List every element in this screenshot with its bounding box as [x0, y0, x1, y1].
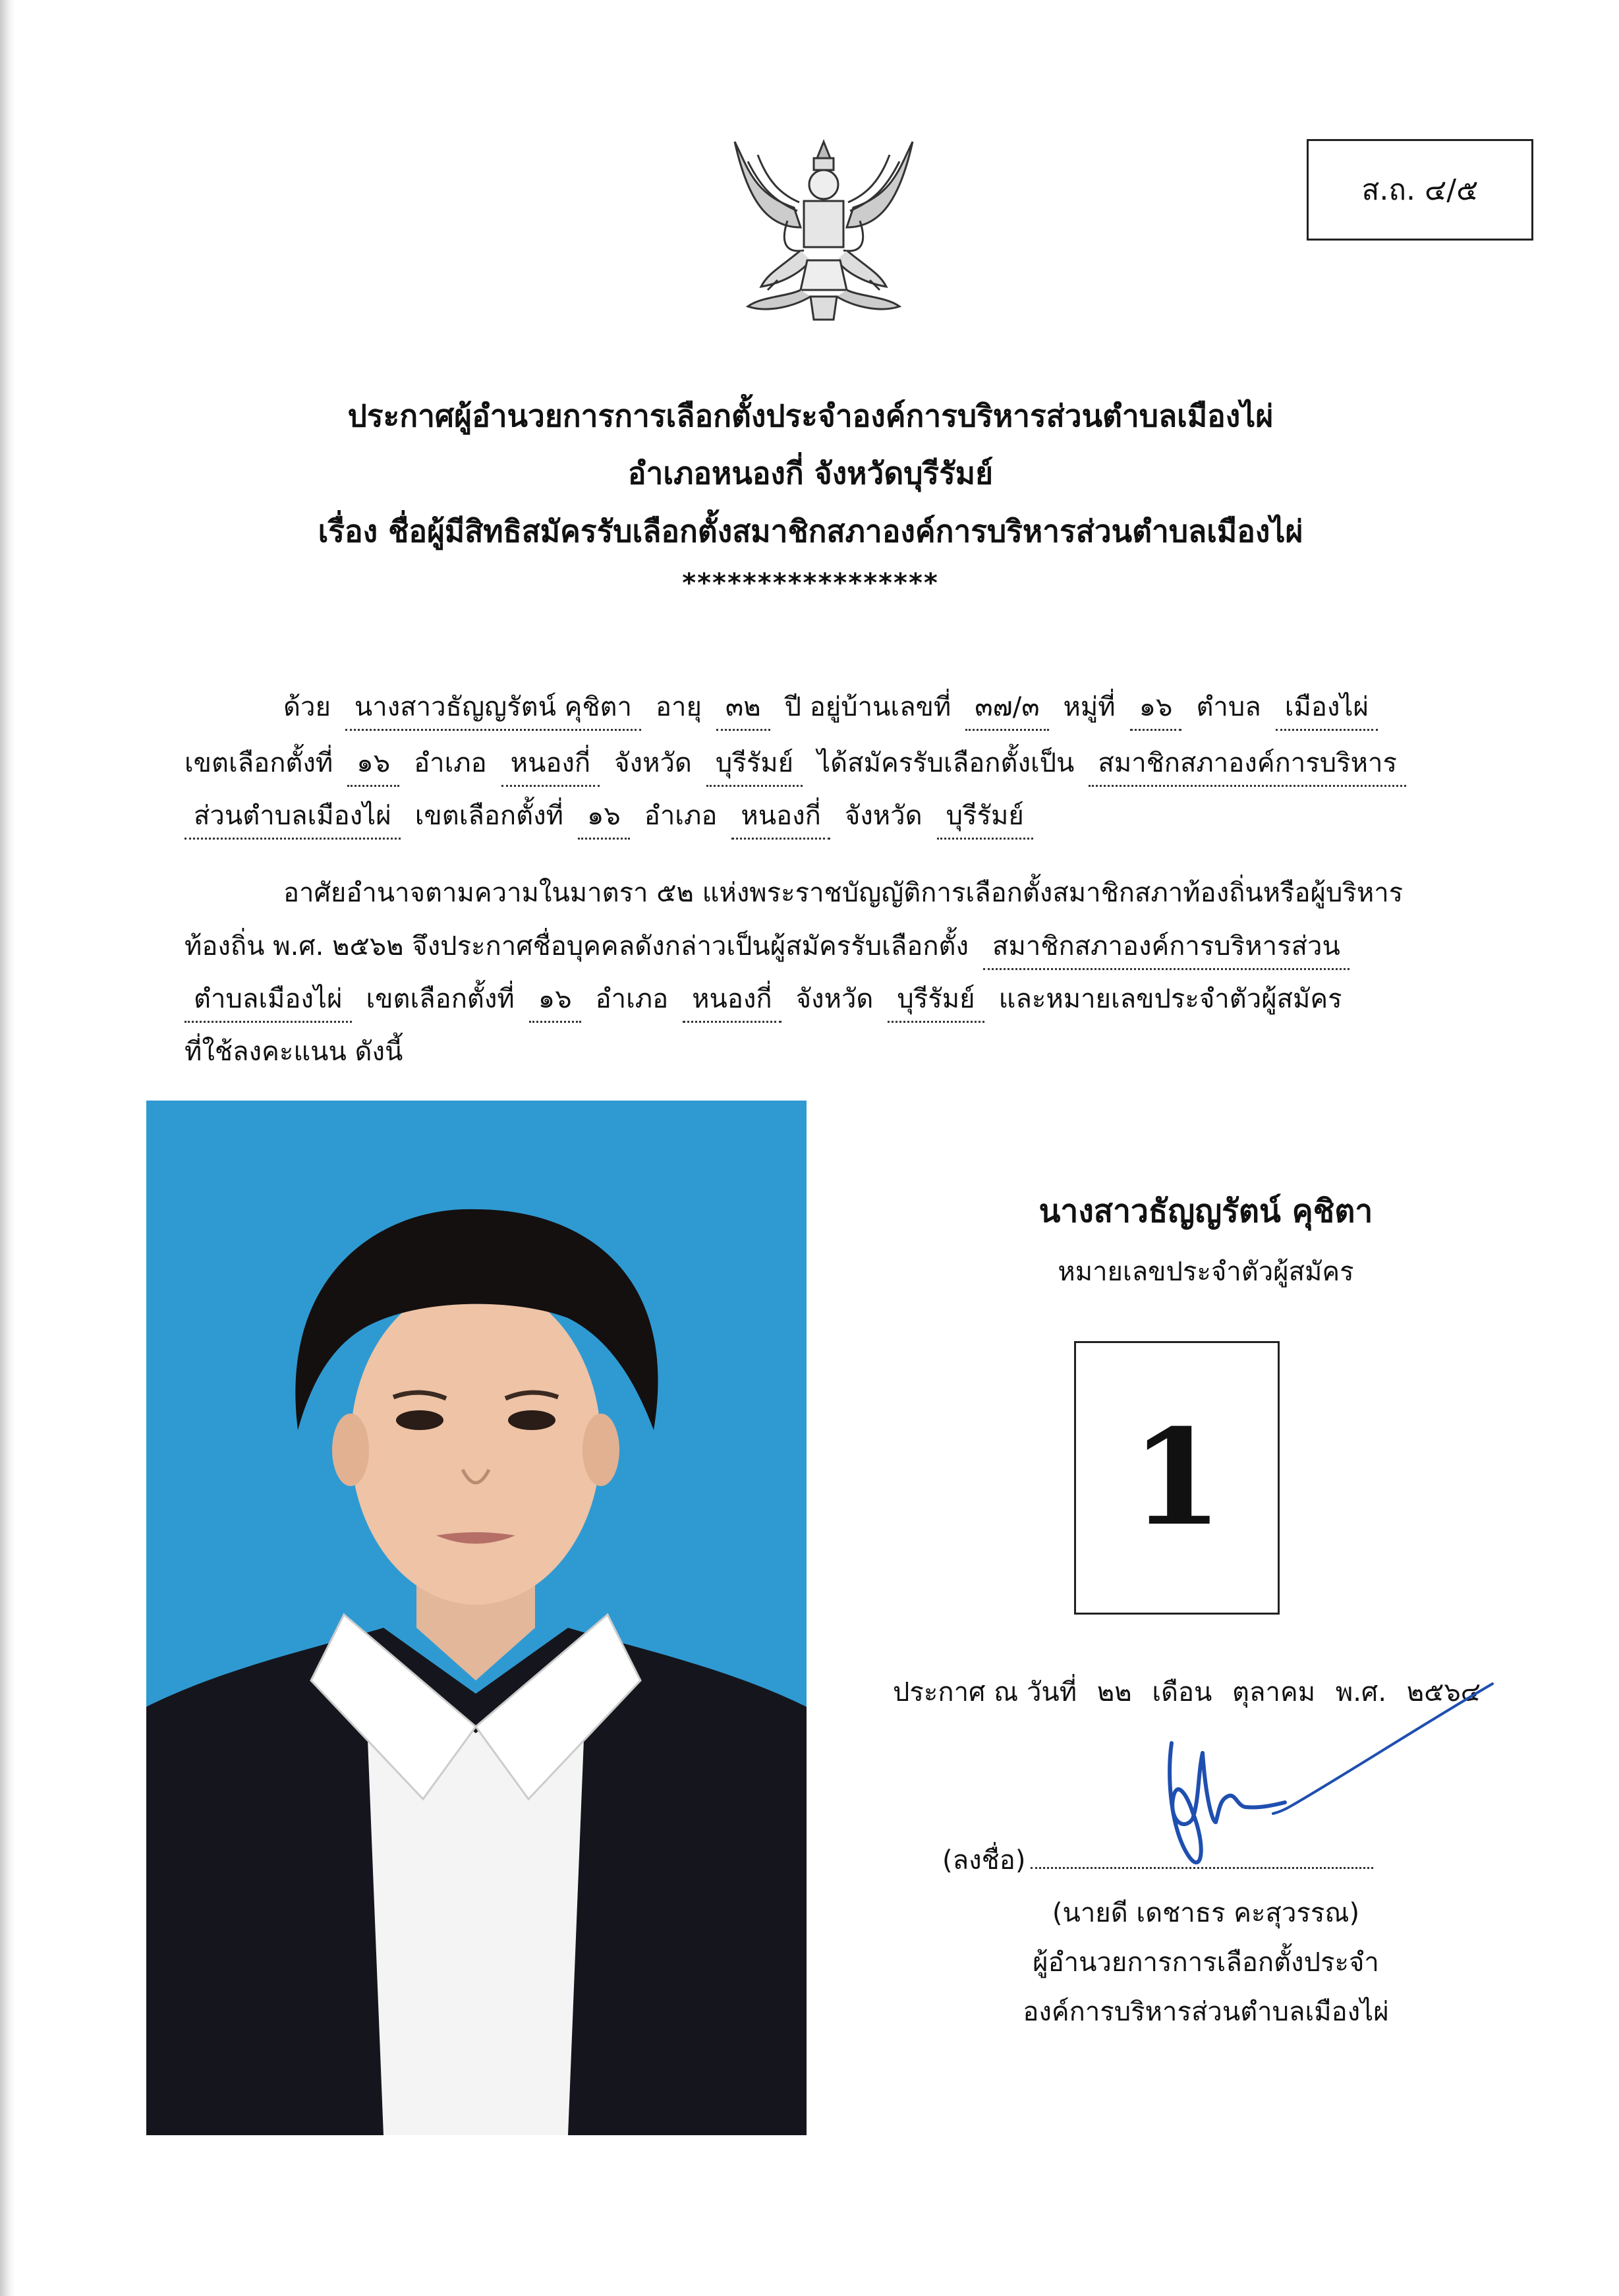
form-number: ส.ถ. ๔/๕	[1361, 173, 1479, 207]
heading-line-1: ประกาศผู้อำนวยการการเลือกตั้งประจำองค์การบริหารส่วนตำบลเมืองไผ่	[347, 398, 1274, 434]
para2-text-2: ท้องถิ่น พ.ศ. ๒๕๖๒ จึงประกาศชื่อบุคคลดังกล่าวเป็นผู้สมัครรับเลือกตั้ง	[185, 931, 969, 961]
label-amphoe-2: อำเภอ	[644, 801, 718, 831]
para2-label-province: จังหวัด	[795, 984, 874, 1014]
candidate-name-field: นางสาวธัญญรัตน์ คุชิตา	[345, 685, 641, 731]
para2-line-4	[185, 1030, 403, 1072]
candidate-number: 1	[1131, 1400, 1223, 1555]
announce-prefix: ประกาศ ณ วันที่	[893, 1677, 1077, 1708]
house-no-field: ๓๗/๓	[965, 685, 1048, 731]
label-by: ด้วย	[283, 692, 331, 722]
label-province: จังหวัด	[614, 748, 692, 778]
age-field: ๓๒	[716, 685, 770, 731]
announce-month-label: เดือน	[1152, 1677, 1212, 1708]
para1-line-1	[283, 685, 1392, 731]
para2-label-district: เขตเลือกตั้งที่	[366, 984, 515, 1014]
para1-line-3	[185, 794, 1048, 840]
handwritten-signature	[1120, 1680, 1516, 1898]
moo-field: ๑๖	[1130, 685, 1182, 731]
para2-line-1	[283, 871, 1403, 913]
scan-edge	[0, 0, 14, 2296]
para2-line-3	[185, 977, 1342, 1023]
announce-year-label: พ.ศ.	[1335, 1677, 1387, 1708]
amphoe-field: หนองกี่	[501, 741, 600, 787]
candidate-number-box	[1074, 1341, 1280, 1615]
province-field-2: บุรีรัมย์	[937, 794, 1033, 840]
label-tambon: ตำบล	[1196, 692, 1261, 722]
para2-position-field: สมาชิกสภาองค์การบริหารส่วน	[983, 925, 1349, 970]
para2-label-amphoe: อำเภอ	[595, 984, 669, 1014]
district-field: ๑๖	[347, 741, 399, 787]
label-applied: ได้สมัครรับเลือกตั้งเป็น	[817, 748, 1075, 778]
tambon-field: เมืองไผ่	[1276, 685, 1378, 731]
para2-text-4: ที่ใช้ลงคะแนน ดังนี้	[185, 1037, 403, 1067]
para1-line-2	[185, 741, 1421, 787]
form-number-box	[1307, 139, 1533, 241]
signer-title-2: องค์การบริหารส่วนตำบลเมืองไผ่	[1023, 1997, 1389, 2027]
signer-name: (นายดี เดชาธร คะสุวรรณ)	[1052, 1898, 1360, 1928]
announce-month: ตุลาคม	[1232, 1677, 1316, 1708]
label-district-2: เขตเลือกตั้งที่	[414, 801, 564, 831]
para2-tail: และหมายเลขประจำตัวผู้สมัคร	[998, 984, 1342, 1014]
label-province-2: จังหวัด	[844, 801, 923, 831]
para2-position-field-cont: ตำบลเมืองไผ่	[185, 977, 352, 1023]
para2-text-1: อาศัยอำนาจตามความในมาตรา ๕๒ แห่งพระราชบัญญัติการเลือกตั้งสมาชิกสภาท้องถิ่นหรือผู้บริหาร	[283, 878, 1404, 908]
amphoe-field-2: หนองกี่	[731, 794, 830, 840]
heading-stars: *****************	[682, 568, 939, 598]
province-field: บุรีรัมย์	[706, 741, 803, 787]
para2-line-2	[185, 925, 1364, 970]
para2-province-field: บุรีรัมย์	[888, 977, 984, 1023]
para2-amphoe-field: หนองกี่	[683, 977, 781, 1023]
heading-line-2: อำเภอหนองกี่ จังหวัดบุรีรัมย์	[627, 455, 994, 491]
district-field-2: ๑๖	[578, 794, 630, 840]
label-district: เขตเลือกตั้งที่	[185, 748, 333, 778]
label-age: อายุ	[656, 692, 702, 722]
position-field: สมาชิกสภาองค์การบริหาร	[1089, 741, 1406, 787]
para2-district-field: ๑๖	[529, 977, 581, 1023]
sign-label: (ลงชื่อ)	[942, 1845, 1026, 1876]
announce-day: ๒๒	[1096, 1677, 1132, 1708]
label-amphoe: อำเภอ	[414, 748, 487, 778]
position-field-cont: ส่วนตำบลเมืองไผ่	[185, 794, 401, 840]
candidate-name: นางสาวธัญญรัตน์ คุชิตา	[1038, 1193, 1373, 1230]
announce-year: ๒๕๖๔	[1406, 1677, 1481, 1708]
garuda-emblem-icon	[722, 129, 926, 336]
heading-subject: เรื่อง ชื่อผู้มีสิทธิสมัครรับเลือกตั้งสมาชิกสภาองค์การบริหารส่วนตำบลเมืองไผ่	[318, 513, 1303, 549]
label-house: ปี อยู่บ้านเลขที่	[784, 692, 952, 722]
candidate-number-caption: หมายเลขประจำตัวผู้สมัคร	[1058, 1257, 1354, 1287]
signer-title-1: ผู้อำนวยการการเลือกตั้งประจำ	[1033, 1947, 1379, 1978]
candidate-photo	[146, 1101, 807, 2135]
label-moo: หมู่ที่	[1063, 692, 1116, 722]
